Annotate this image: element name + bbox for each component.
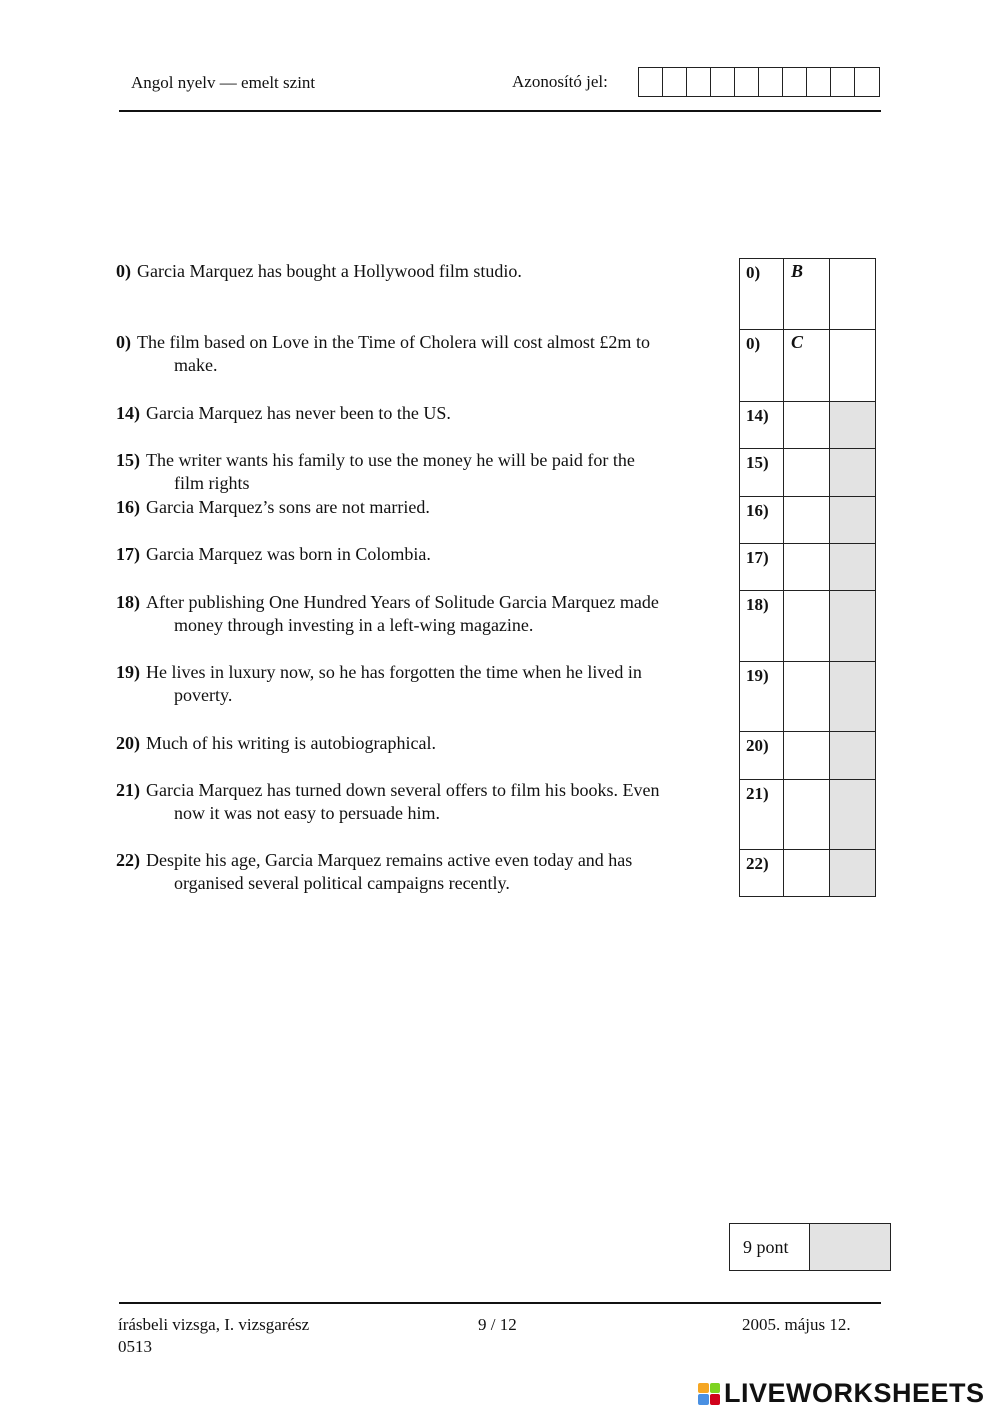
question-item: 22) Despite his age, Garcia Marquez remains active even today and has organised several political campaigns recently.: [116, 850, 633, 893]
brand-name: LIVEWORKSHEETS: [724, 1378, 985, 1408]
answer-row: [739, 448, 876, 496]
exam-subject: Angol nyelv — emelt szint: [131, 73, 316, 92]
answer-row-number: 21): [740, 780, 784, 849]
id-box[interactable]: [687, 68, 711, 96]
answer-row-number: 15): [740, 449, 784, 496]
answer-row: [739, 496, 876, 543]
id-box[interactable]: [639, 68, 663, 96]
question-item: 0) Garcia Marquez has bought a Hollywood film studio.: [116, 261, 522, 281]
answer-row-number: 20): [740, 732, 784, 779]
score-cell: [830, 330, 875, 401]
answer-input[interactable]: [784, 662, 830, 731]
answer-row-number: 18): [740, 591, 784, 661]
score-cell: [830, 591, 875, 661]
points-box: [729, 1223, 891, 1271]
id-box[interactable]: [783, 68, 807, 96]
answer-input[interactable]: [784, 497, 830, 543]
score-cell: [830, 449, 875, 496]
question-item: 15) The writer wants his family to use the money he will be paid for the film rights: [116, 450, 635, 493]
answer-input[interactable]: [784, 449, 830, 496]
answer-row: [739, 401, 876, 448]
id-label: Azonosító jel:: [512, 72, 608, 91]
footer-rule: [119, 1302, 881, 1304]
points-score-cell: [810, 1224, 890, 1270]
answer-row-number: 19): [740, 662, 784, 731]
answer-input[interactable]: [784, 850, 830, 896]
question-item: 16) Garcia Marquez’s sons are not married.: [116, 497, 430, 517]
answer-row: [739, 590, 876, 661]
question-item: 14) Garcia Marquez has never been to the US.: [116, 403, 451, 423]
answer-input[interactable]: [784, 591, 830, 661]
score-cell: [830, 544, 875, 590]
score-cell: [830, 497, 875, 543]
liveworksheets-brand: [698, 1378, 985, 1409]
answer-row: [739, 731, 876, 779]
answer-row-number: 14): [740, 402, 784, 448]
id-box[interactable]: [711, 68, 735, 96]
points-label: 9 pont: [730, 1224, 810, 1270]
answer-input[interactable]: [784, 732, 830, 779]
id-box[interactable]: [759, 68, 783, 96]
id-box[interactable]: [855, 68, 879, 96]
footer-page-number: 9 / 12: [478, 1315, 517, 1334]
footer-code: 0513: [118, 1337, 152, 1356]
score-cell: [830, 259, 875, 329]
liveworksheets-logo-icon: [698, 1383, 720, 1405]
answer-row: [739, 543, 876, 590]
answer-cell: C: [784, 330, 830, 401]
question-item: 19) He lives in luxury now, so he has forgotten the time when he lived in poverty.: [116, 662, 642, 705]
id-box[interactable]: [735, 68, 759, 96]
question-item: 18) After publishing One Hundred Years of Solitude Garcia Marquez made money through investing in a left-wing magazine.: [116, 592, 659, 635]
score-cell: [830, 850, 875, 896]
footer-exam-part: írásbeli vizsga, I. vizsgarész: [118, 1315, 310, 1334]
question-item: 20) Much of his writing is autobiographical.: [116, 733, 436, 753]
score-cell: [830, 662, 875, 731]
answer-row: [739, 849, 876, 897]
id-box[interactable]: [663, 68, 687, 96]
answer-row-number: 0): [740, 259, 784, 329]
footer-date: 2005. május 12.: [742, 1315, 851, 1334]
answer-cell: B: [784, 259, 830, 329]
answer-row: [739, 258, 876, 329]
id-box[interactable]: [831, 68, 855, 96]
question-item: 0) The film based on Love in the Time of Cholera will cost almost £2m to make.: [116, 332, 650, 375]
answer-row: [739, 329, 876, 401]
question-item: 21) Garcia Marquez has turned down several offers to film his books. Even now it was not easy to persuade him.: [116, 780, 660, 823]
id-boxes: [638, 67, 880, 97]
question-item: 17) Garcia Marquez was born in Colombia.: [116, 544, 431, 564]
answer-row-number: 16): [740, 497, 784, 543]
answer-grid: [739, 258, 876, 897]
answer-input[interactable]: [784, 780, 830, 849]
id-box[interactable]: [807, 68, 831, 96]
score-cell: [830, 780, 875, 849]
score-cell: [830, 402, 875, 448]
answer-input[interactable]: [784, 402, 830, 448]
answer-row-number: 17): [740, 544, 784, 590]
answer-input[interactable]: [784, 544, 830, 590]
answer-row-number: 0): [740, 330, 784, 401]
header-rule: [119, 110, 881, 112]
answer-row: [739, 661, 876, 731]
answer-row-number: 22): [740, 850, 784, 896]
answer-row: [739, 779, 876, 849]
score-cell: [830, 732, 875, 779]
